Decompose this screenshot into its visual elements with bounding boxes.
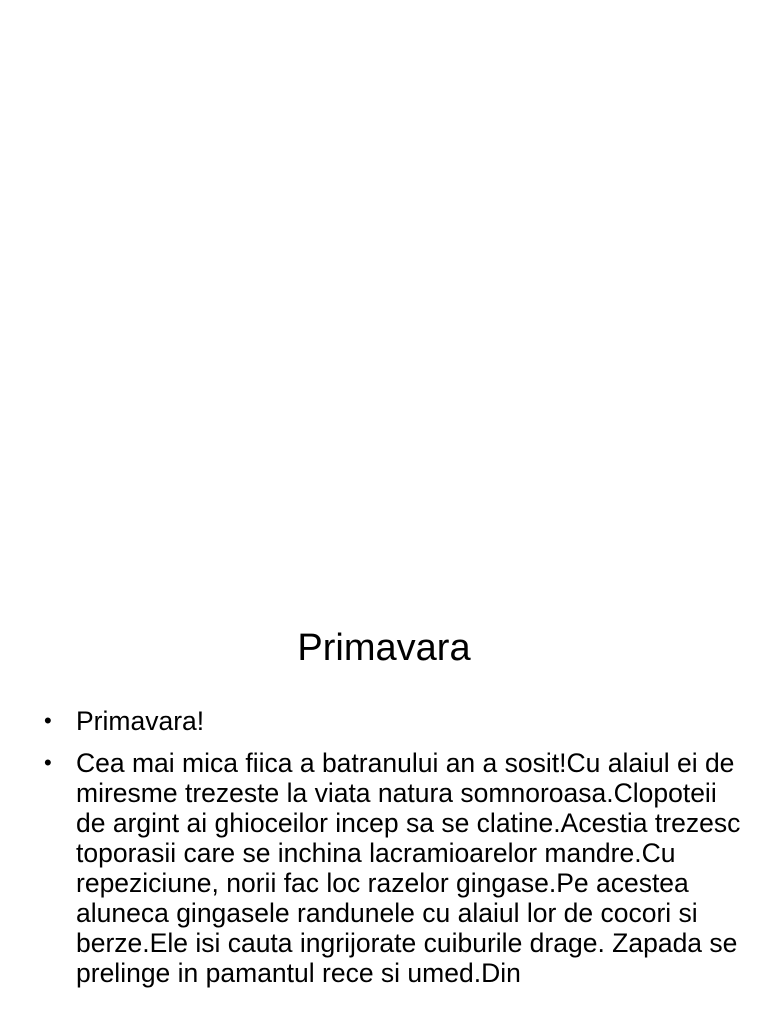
bullet-dot-icon: •	[44, 750, 52, 775]
bullet-text: Primavara!	[76, 706, 205, 736]
bullet-list	[44, 706, 744, 1000]
bullet-item	[44, 748, 744, 988]
slide-title: Primavara	[297, 627, 471, 669]
bullet-dot-icon: •	[44, 708, 52, 733]
bullet-text: Cea mai mica fiica a batranului an a sosit!Cu alaiul ei de miresme trezeste la viata natura somnoroasa.Clopoteii de argint ai ghioceilor incep sa se clatine.Acestia trezesc toporasii care se inchina lacramioarelor mandre.Cu repeziciune, norii fac loc razelor gingase.Pe acestea aluneca gingasele randunele cu alaiul lor de cocori si berze.Ele isi cauta ingrijorate cuiburile drage. Zapada se prelinge in pamantul rece si umed.Din	[76, 748, 741, 988]
bullet-item	[44, 706, 744, 736]
